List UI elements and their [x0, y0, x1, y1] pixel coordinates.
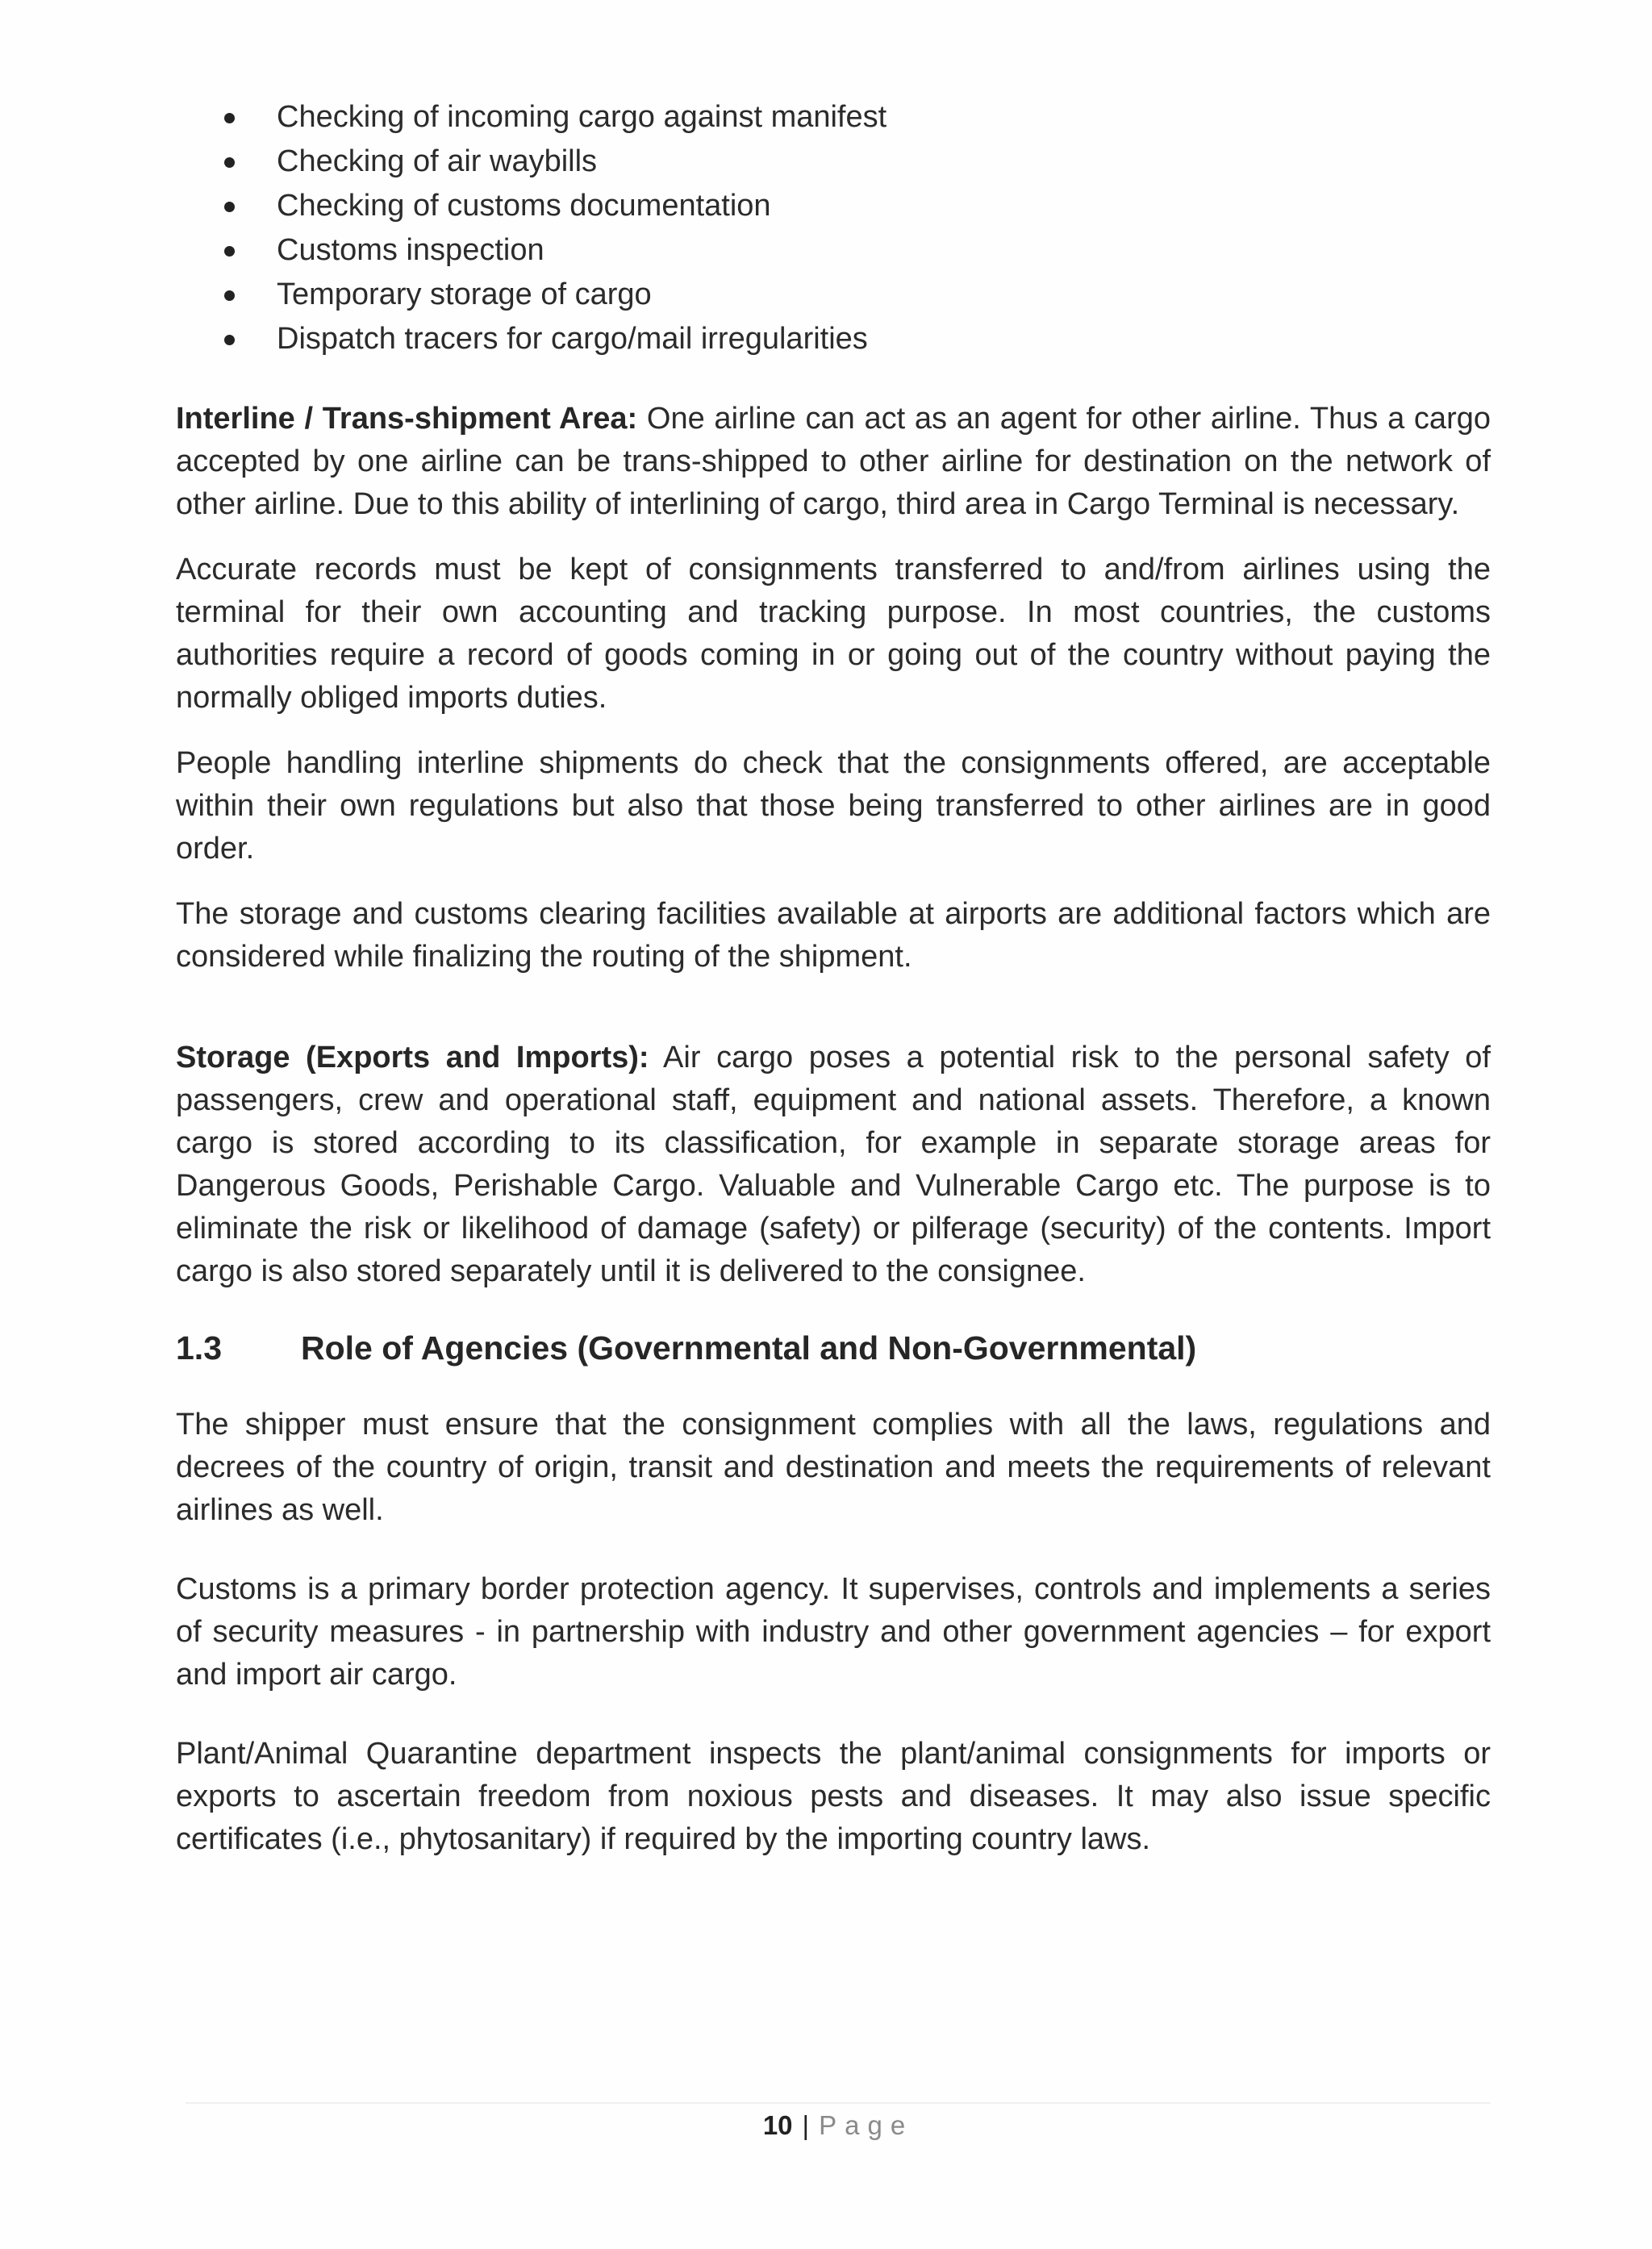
storage-paragraph	[176, 1037, 1491, 1293]
page-content	[176, 95, 1491, 1861]
records-paragraph: Accurate records must be kept of consignments transferred to and/from airlines using the terminal for their own accounting and tracking purpose. In most countries, the customs authorities require a record of goods coming in or going out of the country without paying the normally obliged imports duties.	[176, 553, 1491, 715]
section-title: Role of Agencies (Governmental and Non-Governmental)	[301, 1329, 1197, 1367]
page-label: Page	[819, 2110, 914, 2140]
list-item-text: Checking of customs documentation	[277, 189, 771, 223]
list-item-text: Checking of air waybills	[277, 144, 598, 178]
list-item	[224, 140, 1491, 184]
list-item	[224, 95, 1491, 140]
customs-paragraph: Customs is a primary border protection agency. It supervises, controls and implements a series of security measures - in partnership with industry and other government agencies – for export and import air cargo.	[176, 1572, 1491, 1692]
storage-customs-paragraph: The storage and customs clearing facilities available at airports are additional factors which are considered while finalizing the routing of the shipment.	[176, 897, 1491, 974]
bullet-icon	[224, 113, 235, 123]
interline-paragraph	[176, 398, 1491, 526]
checklist	[176, 95, 1491, 361]
bullet-icon	[224, 202, 235, 212]
quarantine-paragraph: Plant/Animal Quarantine department inspects the plant/animal consignments for imports or exports to ascertain freedom from noxious pests and diseases. It may also issue specific certificates (i.e., phytosanitary) if required by the importing country laws.	[176, 1737, 1491, 1856]
storage-heading: Storage (Exports and Imports):	[176, 1041, 649, 1074]
list-item-text: Dispatch tracers for cargo/mail irregularities	[277, 322, 868, 356]
list-item	[224, 317, 1491, 361]
list-item-text: Checking of incoming cargo against manifest	[277, 100, 887, 134]
list-item-text: Customs inspection	[277, 233, 544, 267]
shipper-paragraph: The shipper must ensure that the consignment complies with all the laws, regulations and decrees of the country of origin, transit and destination and meets the requirements of relevant airlines as well.	[176, 1408, 1491, 1527]
storage-text: Air cargo poses a potential risk to the personal safety of passengers, crew and operational staff, equipment and national assets. Therefore, a known cargo is stored according to its classification, for example in separate storage areas for Dangerous Goods, Perishable Cargo. Valuable and Vulnerable Cargo etc. The purpose is to eliminate the risk or likelihood of damage (safety) or pilferage (security) of the contents. Import cargo is also stored separately until it is delivered to the consignee.	[176, 1041, 1491, 1288]
section-number: 1.3	[176, 1329, 222, 1367]
interline-text: One airline can act as an agent for other airline. Thus a cargo accepted by one airline can be trans-shipped to other airline for destination on the network of other airline. Due to this ability of interlining of cargo, third area in Cargo Terminal is necessary.	[176, 402, 1491, 521]
bullet-icon	[224, 157, 235, 168]
list-item	[224, 228, 1491, 273]
page-number: 10	[762, 2110, 793, 2140]
section-heading	[176, 1329, 1491, 1367]
list-item	[224, 273, 1491, 317]
footer-separator: |	[802, 2110, 810, 2140]
bullet-icon	[224, 246, 235, 257]
people-paragraph: People handling interline shipments do check that the consignments offered, are acceptable within their own regulations but also that those being transferred to other airlines are in good order.	[176, 746, 1491, 866]
list-item	[224, 184, 1491, 228]
interline-heading: Interline / Trans-shipment Area:	[176, 402, 638, 436]
list-item-text: Temporary storage of cargo	[277, 277, 652, 311]
bullet-icon	[224, 335, 235, 345]
page-footer	[186, 2102, 1491, 2141]
bullet-icon	[224, 290, 235, 301]
